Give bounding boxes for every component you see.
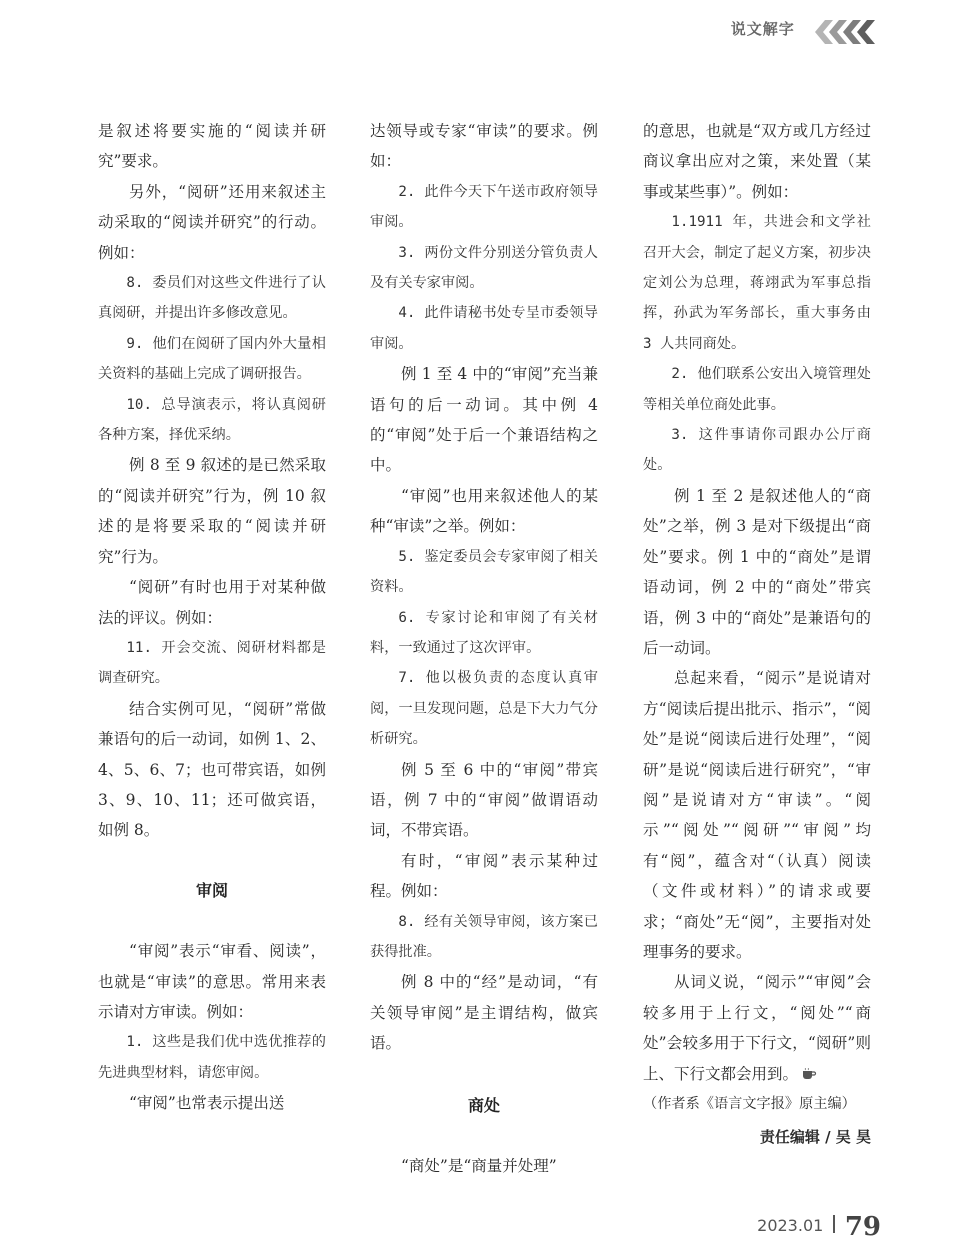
paragraph: “审阅”表示“审看、阅读”，也就是“审读”的意思。常用来表示请对方审读。例如： [98,942,326,1021]
section-heading-shangchu: 商处 [467,1095,500,1115]
footer-divider [833,1215,835,1233]
example-sentence: 1.1911 年，共进会和文学社召开大会，制定了起义方案，初步决定刘公为总理，蒋翊武为军事总指挥，孙武为军务部长，重大事务由 3 人共同商处。 [643,214,871,352]
example-sentence: 8. 经有关领导审阅，该方案已获得批准。 [370,913,598,960]
paragraph: “审阅”也用来叙述他人的某种“审读”之举。例如： [370,486,598,536]
article-column-1 [98,116,326,1119]
article-column-3 [643,116,871,1153]
example-sentence: 2. 此件今天下午送市政府领导审阅。 [370,183,598,231]
example-sentence: 1. 这些是我们优中选优推荐的先进典型材料，请您审阅。 [98,1034,326,1081]
section-heading-shenyue: 审阅 [195,880,228,900]
page-number: 79 [844,1212,881,1242]
example-sentence: 6. 专家讨论和审阅了有关材料，一致通过了这次评审。 [370,609,598,656]
paragraph: “商处”是“商量并处理” [401,1157,557,1175]
paragraph-final [643,967,871,1089]
paragraph: 例 8 中的“经”是动词，“有关领导审阅”是主谓结构，做宾语。 [370,973,598,1053]
paragraph: 例 5 至 6 中的“审阅”带宾语，例 7 中的“审阅”做谓语动词，不带宾语。 [370,760,598,840]
paragraph: “阅研”有时也用于对某种做法的评议。例如： [98,578,326,627]
example-sentence: 7. 他以极负责的态度认真审阅，一旦发现问题，总是下大力气分析研究。 [370,670,598,748]
paragraph: 是叙述将要实施的“阅读并研究”要求。 [98,122,326,171]
author-note: （作者系《语言文字报》原主编） [643,1096,856,1112]
paragraph: 有时，“审阅”表示某种过程。例如： [370,851,598,901]
paragraph: 例 1 至 2 是叙述他人的“商处”之举，例 3 是对下级提出“商处”要求。例 1 中的“商处”是谓语动词，例 2 中的“商处”带宾语，例 3 中的“商处”是兼语句的后一动词。 [643,486,871,657]
example-sentence: 10. 总导演表示，将认真阅研各种方案，择优采纳。 [98,396,326,444]
example-sentence: 3. 这件事请你司跟办公厅商处。 [643,427,871,474]
paragraph: 达领导或专家“审读”的要求。例如： [370,122,598,171]
page-footer [757,1212,881,1242]
example-sentence: 3. 两份文件分别送分管负责人及有关专家审阅。 [370,244,598,292]
example-sentence: 8. 委员们对这些文件进行了认真阅研，并提出许多修改意见。 [98,275,326,322]
coffee-cup-end-mark-icon [801,1068,817,1080]
paragraph: 例 1 至 4 中的“审阅”充当兼语句的后一动词。其中例 4 的“审阅”处于后一个兼语结构之中。 [370,365,598,475]
paragraph: 另外，“阅研”还用来叙述主动采取的“阅读并研究”的行动。例如： [98,182,326,262]
example-sentence: 2. 他们联系公安出入境管理处等相关单位商处此事。 [643,366,871,413]
chevron-decoration-icon [811,20,875,44]
example-sentence: 5. 鉴定委员会专家审阅了相关资料。 [370,548,598,596]
example-sentence: 11. 开会交流、阅研材料都是调查研究。 [98,639,326,687]
article-column-2 [370,116,598,1181]
paragraph: 总起来看，“阅示”是说请对方“阅读后提出批示、指示”，“阅处”是说“阅读后进行处理”，“阅研”是说“阅读后进行研究”，“审阅”是说请对方“审读”。“阅示”“阅处”“阅研”“审阅”均有“阅”，蕴含对“（认真）阅读（文件或材料）”的请求或要求；“商处”无“阅”，主要指对处理事务的要求。 [643,669,871,961]
section-title: 说文解字 [730,20,795,38]
paragraph: 结合实例可见，“阅研”常做兼语句的后一动词，如例 1、2、4、5、6、7；也可带宾语，如例 3、9、10、11；还可做宾语，如例 8。 [98,699,326,840]
responsible-editor: 责任编辑 / 吴 昊 [759,1128,871,1147]
example-sentence: 9. 他们在阅研了国内外大量相关资料的基础上完成了调研报告。 [98,335,326,383]
paragraph-text: 从词义说，“阅示”“审阅”会较多用于上行文，“阅处”“商处”会较多用于下行文，“阅研”则上、下行文都会用到。 [643,973,871,1083]
paragraph: 例 8 至 9 叙述的是已然采取的“阅读并研究”行为，例 10 叙述的是将要采取的“阅读并研究”行为。 [98,456,326,566]
paragraph: 的意思，也就是“双方或几方经过商议拿出应对之策，来处置（某事或某些事）”。例如： [643,122,871,201]
paragraph: “审阅”也常表示提出送 [129,1094,285,1113]
example-sentence: 4. 此件请秘书处专呈市委领导审阅。 [370,305,598,352]
issue-date: 2023.01 [757,1216,824,1235]
